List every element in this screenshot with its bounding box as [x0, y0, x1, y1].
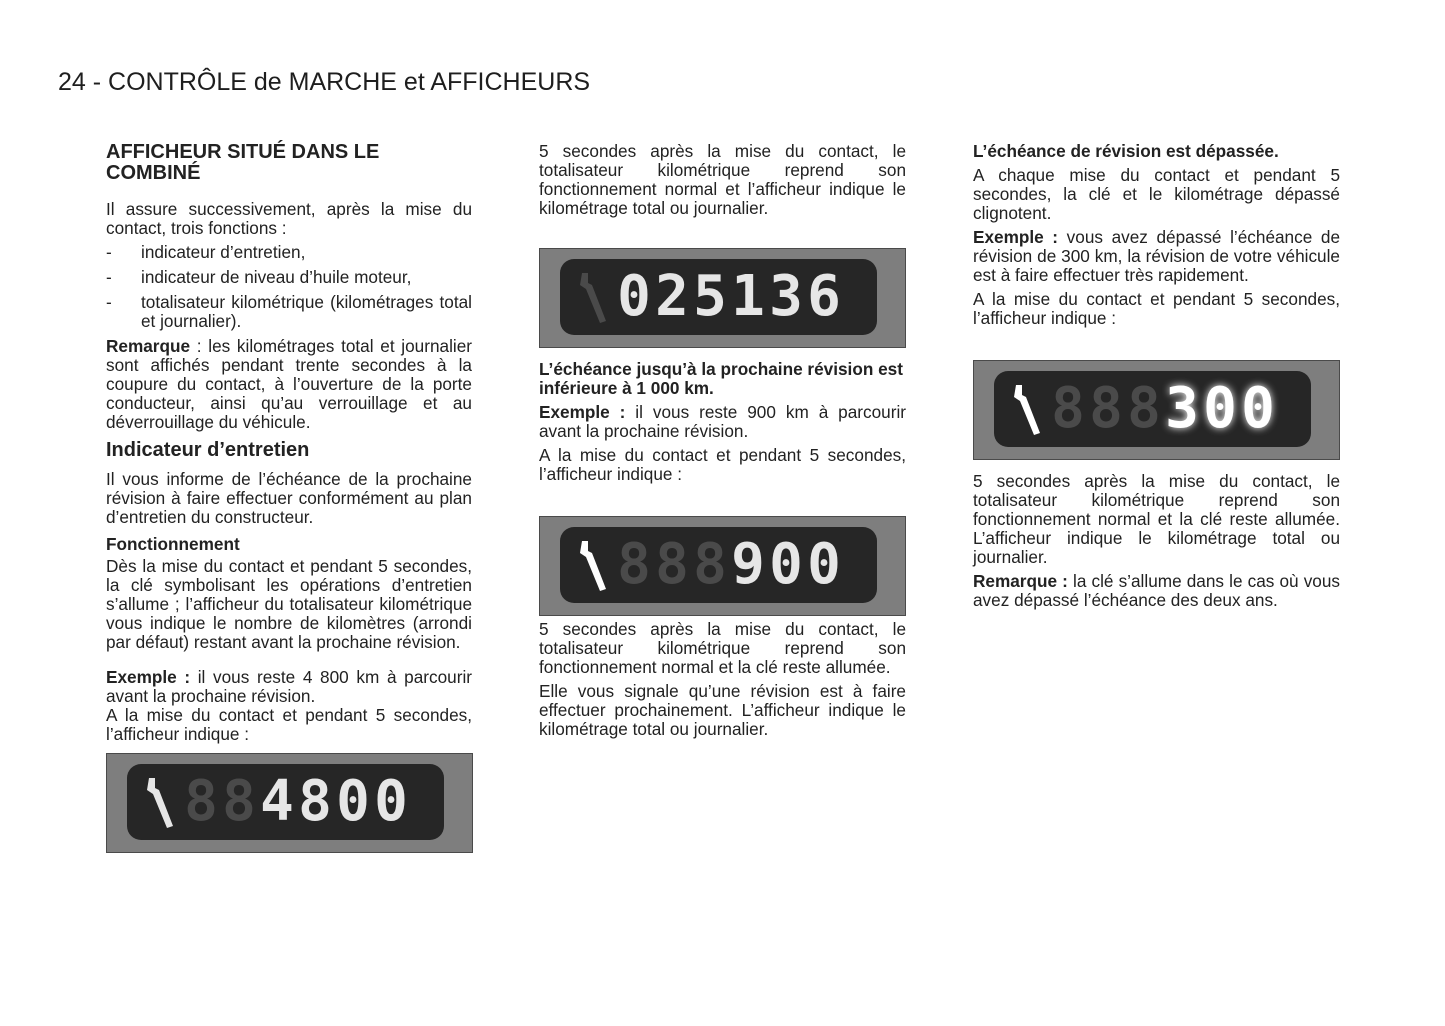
example-text: il vous reste 4 800 km à parcourir avant la prochaine révision. [106, 667, 472, 706]
dashboard-display-025136 [539, 248, 906, 348]
digit: 4 [260, 769, 294, 834]
dashboard-display-300 [973, 360, 1340, 460]
column-1 [106, 142, 472, 853]
odometer-digits [1050, 376, 1276, 441]
wrench-icon [576, 269, 612, 325]
subtitle-maintenance: Indicateur d’entretien [106, 439, 310, 461]
dashboard-display-4800 [106, 753, 473, 853]
section-title-line2: COMBINÉ [106, 162, 201, 184]
wrench-icon [576, 537, 612, 593]
section-heading-overdue: L’échéance de révision est dépassée. [973, 141, 1279, 161]
list-item: - totalisateur kilométrique (kilométrages total et journalier). [106, 293, 472, 331]
section-title-line1: AFFICHEUR SITUÉ DANS LE [106, 141, 380, 163]
odometer-digits [616, 532, 842, 597]
digit: 8 [222, 769, 256, 834]
wrench-icon [1010, 381, 1046, 437]
display-intro: A la mise du contact et pendant 5 secondes, l’afficheur indique : [539, 445, 906, 484]
odometer-digits [183, 769, 409, 834]
digit: 8 [693, 532, 727, 597]
digit: 0 [769, 532, 803, 597]
fonctionnement-title: Fonctionnement [106, 534, 240, 554]
wrench-icon [143, 774, 179, 830]
digit: 8 [1127, 376, 1161, 441]
digit: 0 [617, 264, 651, 329]
remark-label: Remarque [106, 336, 191, 356]
example-label: Exemple : [973, 227, 1059, 247]
intro-text: Il assure successivement, après la mise du contact, trois fonctions : [106, 199, 472, 238]
digit: 0 [374, 769, 408, 834]
digit: 5 [693, 264, 727, 329]
digit: 0 [336, 769, 370, 834]
normal-operation-text: 5 secondes après la mise du contact, le totalisateur kilométrique reprend son fonctionnement normal et l’afficheur indique le kilométrage total ou journalier. [539, 141, 906, 218]
digit: 8 [298, 769, 332, 834]
digit: 3 [1165, 376, 1199, 441]
column-3 [973, 142, 1340, 615]
digit: 2 [655, 264, 689, 329]
example-text: il vous reste 900 km à parcourir avant la prochaine révision. [539, 402, 906, 441]
overdue-text: A chaque mise du contact et pendant 5 secondes, la clé et le kilométrage dépassé clignotent. [973, 165, 1340, 223]
key-stays-lit-text: 5 secondes après la mise du contact, le totalisateur kilométrique reprend son fonctionnement normal et la clé reste allumée. [539, 619, 906, 677]
digit: 6 [807, 264, 841, 329]
section-heading-under-1000: L’échéance jusqu’à la prochaine révision est inférieure à 1 000 km. [539, 359, 903, 398]
digit: 1 [731, 264, 765, 329]
section-title [106, 142, 472, 184]
digit: 9 [731, 532, 765, 597]
page-title: 24 - CONTRÔLE de MARCHE et AFFICHEURS [58, 68, 591, 96]
remark-paragraph [973, 572, 1340, 610]
odometer-digits [616, 264, 842, 329]
maintenance-text: Il vous informe de l’échéance de la prochaine révision à faire effectuer conformément au plan d’entretien du constructeur. [106, 469, 472, 527]
revision-soon-text: Elle vous signale qu’une révision est à faire effectuer prochainement. L’afficheur indique le kilométrage total ou journalier. [539, 681, 906, 739]
fonctionnement-text: Dès la mise du contact et pendant 5 secondes, la clé symbolisant les opérations d’entretien s’allume ; l’afficheur du totalisateur kilométrique vous indique le nombre de kilomètres (arrondi par défaut) restant avant la prochaine révision. [106, 556, 472, 652]
digit: 8 [617, 532, 651, 597]
example-text: vous avez dépassé l’échéance de révision de 300 km, la révision de votre véhicule est à faire effectuer très rapidement. [973, 227, 1341, 285]
dashboard-display-900 [539, 516, 906, 616]
digit: 0 [1241, 376, 1275, 441]
display-intro: A la mise du contact et pendant 5 secondes, l’afficheur indique : [973, 289, 1340, 328]
example-label: Exemple : [106, 667, 191, 687]
digit: 8 [184, 769, 218, 834]
remark-paragraph [106, 337, 472, 432]
list-item: - indicateur d’entretien, [106, 243, 472, 262]
digit: 8 [655, 532, 689, 597]
digit: 0 [807, 532, 841, 597]
normal-operation-text: 5 secondes après la mise du contact, le totalisateur kilométrique reprend son fonctionnement normal et la clé reste allumée. L’afficheur indique le kilométrage total ou journalier. [973, 471, 1340, 567]
display-intro: A la mise du contact et pendant 5 secondes, l’afficheur indique : [106, 705, 472, 744]
function-list [106, 243, 472, 331]
remark-text: : les kilométrages total et journalier sont affichés pendant trente secondes à la coupure du contact, à l’ouverture de la porte conducteur, ainsi qu’au verrouillage et au déverrouillage du véhicule. [106, 336, 472, 432]
example-paragraph [539, 403, 906, 441]
column-2 [539, 142, 906, 744]
example-label: Exemple : [539, 402, 626, 422]
digit: 8 [1051, 376, 1085, 441]
example-paragraph [106, 668, 472, 706]
example-paragraph [973, 228, 1340, 285]
list-item: - indicateur de niveau d’huile moteur, [106, 268, 472, 287]
remark-text: la clé s’allume dans le cas où vous avez dépassé l’échéance des deux ans. [973, 571, 1340, 610]
remark-label: Remarque : [973, 571, 1068, 591]
digit: 0 [1203, 376, 1237, 441]
digit: 8 [1089, 376, 1123, 441]
digit: 3 [769, 264, 803, 329]
